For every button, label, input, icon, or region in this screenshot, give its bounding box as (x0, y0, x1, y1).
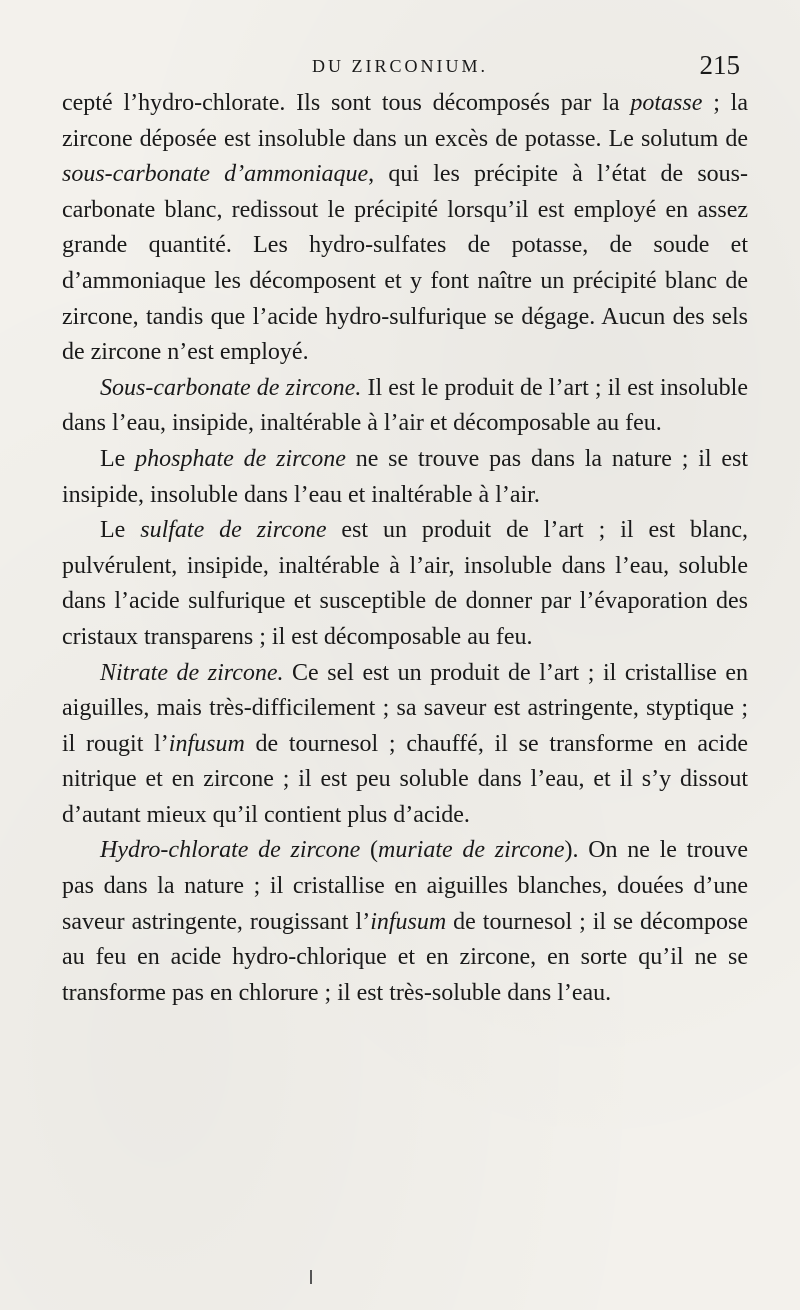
italic-run: potasse (630, 90, 703, 116)
italic-run: phosphate de zircone (135, 445, 346, 472)
italic-run: Hydro-chlorate de zircone (100, 837, 361, 864)
paragraph-nitrate (62, 656, 748, 834)
text-run: Le (100, 445, 136, 472)
text-run: ). On ne le trouve pas dans la nature ; il cristallise en aiguilles blanches, douées d’une saveur astringente, rougissant l’ (62, 837, 748, 935)
text-run: ( (360, 837, 378, 864)
text-run: ; la zircone déposée est insoluble dans un excès de potasse. Le solutum de (62, 90, 748, 152)
running-title: DU ZIRCONIUM. (312, 56, 488, 76)
italic-run: infusum (168, 730, 245, 757)
italic-run: muriate de zircone (377, 837, 565, 864)
text-run: ne se trouve pas dans la nature ; il est insipide, insoluble dans l’eau et inaltérable à l’air. (62, 445, 749, 508)
paragraph-sous-carbonate (62, 371, 748, 442)
paragraph-continued (62, 86, 748, 371)
italic-run: sous-carbonate d’ammoniaque (62, 161, 369, 188)
italic-run: Sous-carbonate de zircone. (100, 374, 362, 401)
italic-run: sulfate de zircone (140, 517, 327, 544)
text-run: , qui les précipite à l’état de sous-carbonate blanc, redissout le précipité lorsqu’il est employé en assez grande quantité. Les hydro-sulfates de potasse, de soude et d’ammoniaque les décomposent et y font naître un précipité blanc de zircone, tandis que l’acide hydro-sulfurique se dégage. Aucun des sels de zircone n’est employé. (62, 161, 748, 366)
text-run: Il est le produit de l’art ; il est insoluble dans l’eau, insipide, inaltérable à l’air et décomposable au feu. (62, 374, 748, 437)
text-run: de tournesol ; il se décompose au feu en acide hydro-chlorique et en zircone, en sorte qu’il ne se transforme pas en chlorure ; il est très-soluble dans l’eau. (62, 908, 749, 1006)
paragraph-phosphate (62, 442, 748, 513)
italic-run: infusum (370, 908, 447, 935)
italic-run: Nitrate de zircone. (100, 659, 284, 686)
print-mark (310, 1270, 312, 1284)
text-run: cepté l’hydro-chlorate. Ils sont tous décomposés par la (62, 90, 631, 116)
text-run: de tournesol ; chauffé, il se transforme en acide nitrique et en zircone ; il est peu soluble dans l’eau, et il s’y dissout d’autant mieux qu’il contient plus d’acide. (62, 730, 749, 828)
text-run: est un produit de l’art ; il est blanc, pulvérulent, insipide, inaltérable à l’air, insoluble dans l’eau, soluble dans l’acide sulfurique et susceptible de donner par l’évaporation des cristaux transparens ; il est décomposable au feu. (62, 517, 748, 650)
page-number: 215 (699, 50, 740, 80)
text-block (62, 86, 748, 1011)
paragraph-sulfate (62, 513, 748, 655)
paragraph-hydro-chlorate (62, 833, 748, 1011)
text-run: Le (100, 517, 141, 544)
text-run: Ce sel est un produit de l’art ; il cristallise en aiguilles, mais très-difficilement ; sa saveur est astringente, styptique ; il rougit l’ (62, 659, 748, 757)
running-head (60, 50, 740, 84)
